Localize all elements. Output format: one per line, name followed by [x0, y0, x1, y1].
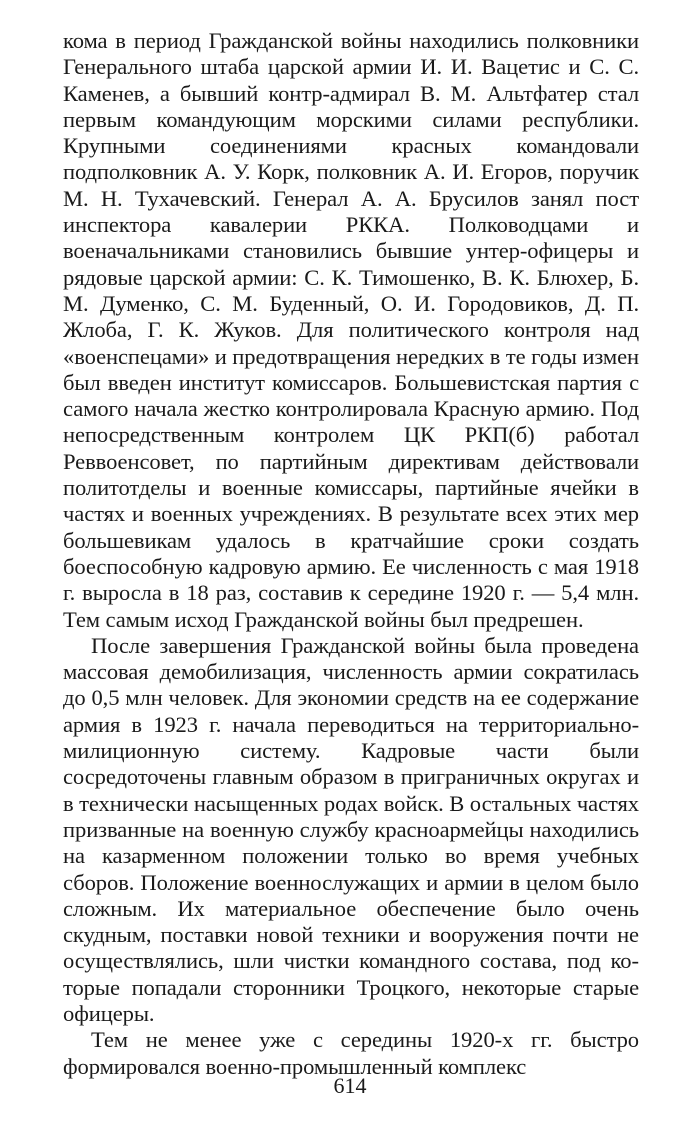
- paragraph-3: Тем не менее уже с середины 1920-х гг. быстро формировался военно-промышленный комплекс: [63, 1027, 639, 1079]
- paragraph-2: После завершения Гражданской войны была проведена массовая демобилизация, численность армии сократилась до 0,5 млн человек. Для экономии средств на ее содержание армия в 1923 г. начала переводиться на территориально-милиционную систему. Кадровые части были сосредоточены главным образом в приграничных округах и в технически насыщенных родах войск. В остальных частях призванные на военную службу красноармейцы находились на казарменном положении только во время учебных сборов. Положение военнослужащих и армии в целом было сложным. Их материальное обеспечение было очень скудным, поставки новой техники и вооружения почти не осуществлялись, шли чистки командного состава, под которые попадали сторонники Троцкого, некоторые старые офицеры.: [63, 632, 639, 1026]
- paragraph-1: кома в период Гражданской войны находились полковники Генерального штаба царской армии И. И. Вацетис и С. С. Каменев, а бывший контр-адмирал В. М. Альтфатер стал первым командующим морскими силами республики. Крупными соединениями красных командовали подполковник А. У. Корк, полковник А. И. Егоров, поручик М. Н. Тухачевский. Генерал А. А. Брусилов занял пост инспектора кавалерии РККА. Полководцами и военачальниками становились бывшие унтер-офицеры и рядовые царской армии: С. К. Тимошенко, В. К. Блюхер, Б. М. Думенко, С. М. Буденный, О. И. Городовиков, Д. П. Жлоба, Г. К. Жуков. Для политического контроля над «военспецами» и предотвращения нередких в те годы измен был введен институт комиссаров. Большевистская партия с самого начала жестко контролировала Красную армию. Под непосредственным контролем ЦК РКП(б) работал Реввоенсовет, по партийным директивам действовали политотделы и военные комиссары, партийные ячейки в частях и военных учреждениях. В результате всех этих мер большевикам удалось в кратчайшие сроки создать боеспособную кадровую армию. Ее численность с мая 1918 г. выросла в 18 раз, составив к середине 1920 г. — 5,4 млн. Тем самым исход Гражданской войны был предрешен.: [63, 28, 639, 632]
- page-number: 614: [333, 1073, 367, 1098]
- page-body: [63, 28, 639, 1080]
